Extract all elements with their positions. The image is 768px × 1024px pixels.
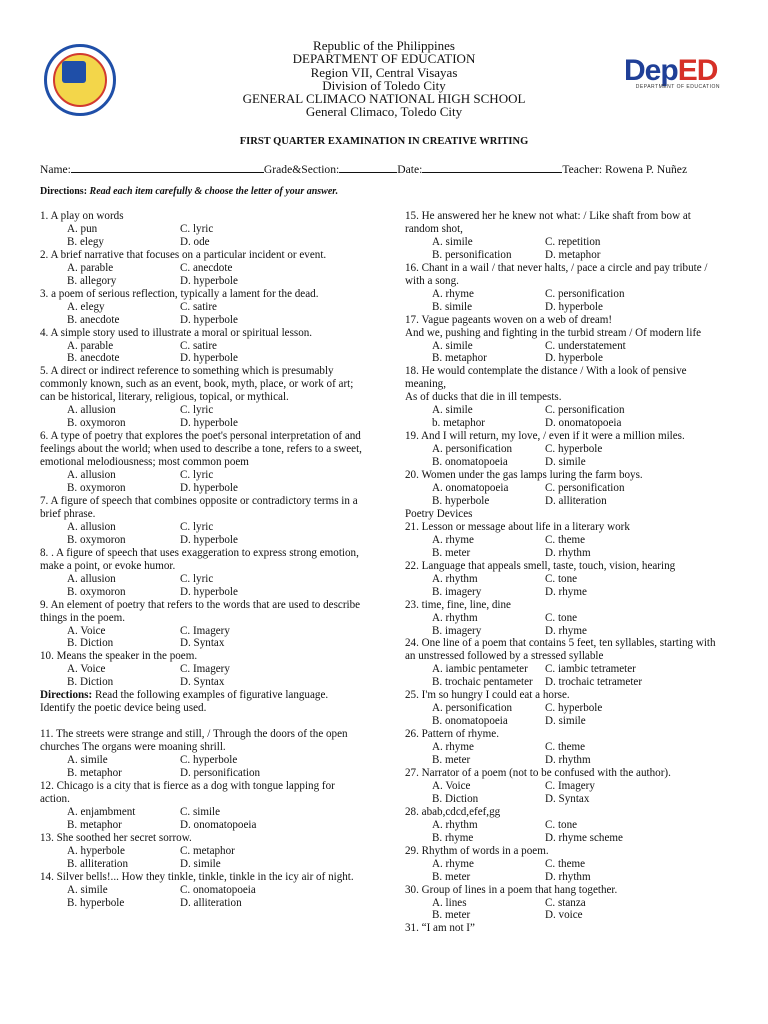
answer-option: A. pun (67, 222, 98, 235)
answer-option: C. hyperbole (545, 702, 603, 715)
answer-option: C. theme (545, 857, 586, 870)
answer-option: D. onomatopoeia (545, 417, 622, 430)
question-text: 3. a poem of serious reflection, typically a lament for the dead. (40, 287, 319, 300)
answer-option: D. simile (545, 715, 586, 728)
header-line: Republic of the Philippines (313, 38, 455, 53)
answer-option: C. satire (180, 339, 217, 352)
left-column (40, 210, 366, 910)
answer-option: A. simile (432, 339, 473, 352)
section-directions (40, 689, 366, 715)
question-text: Poetry Devices (405, 507, 473, 520)
deped-logo-subtitle: DEPARTMENT OF EDUCATION (635, 84, 720, 90)
answer-options-row (405, 871, 727, 884)
answer-options-row (405, 456, 727, 469)
answer-option: A. elegy (67, 300, 105, 313)
question-text: 26. Pattern of rhyme. (405, 728, 499, 741)
answer-option: C. tone (545, 611, 578, 624)
answer-options-row (40, 767, 366, 780)
question-text: 23. time, fine, line, dine (405, 598, 511, 611)
answer-options-row (405, 301, 727, 314)
answer-options-row (405, 780, 727, 793)
question-text: 30. Group of lines in a poem that hang together. (405, 883, 618, 896)
answer-options-row (40, 884, 366, 897)
answer-option: A. allusion (67, 404, 116, 417)
answer-option: C. lyric (180, 222, 214, 235)
answer-options-row (40, 858, 366, 871)
answer-options-row (40, 262, 366, 275)
answer-option: A. rhyme (432, 857, 474, 870)
answer-option: C. hyperbole (180, 754, 238, 767)
answer-options-row (405, 443, 727, 456)
answer-option: C. lyric (180, 404, 214, 417)
answer-option: B. Diction (67, 637, 114, 650)
answer-options-row (405, 754, 727, 767)
answer-option: B. elegy (67, 235, 104, 248)
answer-option: A. onomatopoeia (432, 482, 509, 495)
answer-options-row (405, 741, 727, 754)
answer-option: D. hyperbole (545, 300, 603, 313)
answer-option: C. onomatopoeia (180, 883, 256, 896)
question-text: 28. abab,cdcd,efef,gg (405, 805, 501, 818)
directions (40, 186, 338, 197)
answer-option: D. hyperbole (545, 352, 603, 365)
answer-options-row (40, 676, 366, 689)
answer-option: B. allegory (67, 274, 117, 287)
answer-options-row (405, 663, 727, 676)
answer-options-row (405, 547, 727, 560)
answer-option: B. meter (432, 754, 471, 767)
answer-option: C. iambic tetrameter (545, 663, 636, 676)
answer-options-row (405, 495, 727, 508)
question-text: 18. He would contemplate the distance / With a look of pensive meaning, (405, 365, 687, 391)
question-text: 2. A brief narrative that focuses on a particular incident or event. (40, 248, 327, 261)
answer-options-row (40, 521, 366, 534)
answer-option: C. personification (545, 287, 625, 300)
question-text: 13. She soothed her secret sorrow. (40, 831, 192, 844)
answer-option: D. rhyme (545, 624, 587, 637)
answer-option: C. metaphor (180, 844, 235, 857)
answer-option: B. anecdote (67, 313, 120, 326)
answer-option: A. Voice (67, 624, 106, 637)
answer-option: A. simile (67, 754, 108, 767)
name-field[interactable] (71, 161, 264, 173)
question-text: 8. . A figure of speech that uses exaggeration to express strong emotion, make a point, or evoke humor. (40, 546, 359, 572)
answer-option: D. onomatopoeia (180, 818, 257, 831)
answer-option: C. satire (180, 300, 217, 313)
question-text: 19. And I will return, my love, / even if it were a million miles. (405, 430, 685, 443)
answer-option: B. meter (432, 870, 471, 883)
answer-option: B. meter (432, 546, 471, 559)
directions-label: Directions: (40, 186, 88, 197)
answer-option: B. Diction (432, 792, 479, 805)
right-column (405, 210, 727, 935)
answer-options-row (405, 340, 727, 353)
header-line: DEPARTMENT OF EDUCATION (292, 51, 476, 67)
answer-option: D. voice (545, 909, 583, 922)
section-directions-text: Read the following examples of figurative language. Identify the poetic device being used. (40, 689, 329, 715)
document-header (0, 39, 768, 119)
answer-option: A. rhyme (432, 741, 474, 754)
answer-options-row (40, 236, 366, 249)
answer-options-row (40, 573, 366, 586)
question-text: 20. Women under the gas lamps luring the farm boys. (405, 469, 643, 482)
answer-option: B. onomatopoeia (432, 456, 508, 469)
answer-option: B. Diction (67, 676, 114, 689)
answer-options-row (40, 586, 366, 599)
answer-option: A. hyperbole (67, 844, 125, 857)
question-text: 24. One line of a poem that contains 5 feet, ten syllables, starting with an unstressed followed by a stressed syllable (405, 637, 716, 663)
answer-options-row (405, 858, 727, 871)
answer-option: D. hyperbole (180, 417, 238, 430)
answer-options-row (405, 715, 727, 728)
answer-option: C. Imagery (180, 663, 230, 676)
answer-options-row (40, 819, 366, 832)
answer-option: D. metaphor (545, 248, 601, 261)
answer-option: A. rhythm (432, 611, 478, 624)
answer-options-row (405, 586, 727, 599)
answer-option: D. rhyme scheme (545, 831, 623, 844)
answer-option: C. anecdote (180, 261, 233, 274)
answer-options-row (40, 223, 366, 236)
answer-option: D. Syntax (180, 676, 225, 689)
answer-options-row (405, 702, 727, 715)
answer-option: D. Syntax (545, 792, 590, 805)
answer-options-row (405, 832, 727, 845)
answer-option: A. personification (432, 443, 513, 456)
answer-option: C. stanza (545, 896, 586, 909)
answer-option: C. tone (545, 818, 578, 831)
answer-option: A. enjambment (67, 805, 136, 818)
answer-option: A. lines (432, 896, 467, 909)
answer-option: A. allusion (67, 520, 116, 533)
answer-option: D. hyperbole (180, 352, 238, 365)
question-text: 21. Lesson or message about life in a literary work (405, 520, 630, 533)
answer-option: A. allusion (67, 469, 116, 482)
date-label: Date: (397, 163, 423, 176)
answer-options-row (405, 249, 727, 262)
answer-option: C. personification (545, 482, 625, 495)
answer-option: B. oxymoron (67, 417, 126, 430)
answer-option: D. hyperbole (180, 313, 238, 326)
answer-options-row (405, 404, 727, 417)
header-line: Region VII, Central Visayas (310, 64, 458, 80)
answer-options-row (405, 612, 727, 625)
answer-option: D. rhythm (545, 754, 591, 767)
answer-options-row (405, 909, 727, 922)
answer-options-row (405, 573, 727, 586)
answer-option: B. rhyme (432, 831, 474, 844)
student-info-row (40, 161, 687, 176)
answer-option: C. theme (545, 741, 586, 754)
answer-option: B. personification (432, 248, 512, 261)
question-text: 17. Vague pageants woven on a web of dream! (405, 313, 613, 326)
answer-option: A. parable (67, 339, 114, 352)
date-field[interactable] (422, 161, 562, 173)
answer-option: C. tone (545, 572, 578, 585)
answer-option: A. rhyme (432, 287, 474, 300)
header-line: Division of Toledo City (322, 77, 446, 93)
answer-option: A. rhythm (432, 818, 478, 831)
answer-option: B. imagery (432, 585, 482, 598)
grade-field[interactable] (339, 161, 397, 173)
header-line: GENERAL CLIMACO NATIONAL HIGH SCHOOL (242, 91, 526, 107)
answer-options-row (40, 417, 366, 430)
deped-logo-text: DepED (624, 54, 718, 87)
answer-option: C. lyric (180, 520, 214, 533)
answer-option: C. hyperbole (545, 443, 603, 456)
answer-options-row (40, 806, 366, 819)
answer-option: B. hyperbole (67, 896, 125, 909)
answer-options-row (405, 793, 727, 806)
question-text: 1. A play on words (40, 210, 124, 222)
answer-option: A. rhyme (432, 533, 474, 546)
answer-option: B. simile (432, 300, 473, 313)
question-text: 22. Language that appeals smell, taste, touch, vision, hearing (405, 559, 676, 572)
answer-option: C. lyric (180, 469, 214, 482)
answer-options-row (405, 417, 727, 430)
answer-option: D. Syntax (180, 637, 225, 650)
answer-options-row (40, 275, 366, 288)
answer-option: D. hyperbole (180, 533, 238, 546)
answer-option: C. lyric (180, 572, 214, 585)
answer-options-row (40, 352, 366, 365)
answer-options-row (40, 340, 366, 353)
question-text: 5. A direct or indirect reference to something which is presumably commonly known, such as an event, book, myth, place, or work of art; can be historical, literary, religious, topical, or mythical. (40, 365, 354, 404)
answer-option: B. oxymoron (67, 585, 126, 598)
answer-options-row (40, 301, 366, 314)
header-line: General Climaco, Toledo City (305, 104, 463, 120)
answer-option: B. hyperbole (432, 494, 490, 507)
answer-option: D. trochaic tetrameter (545, 676, 643, 689)
answer-option: C. understatement (545, 339, 626, 352)
question-text: 31. “I am not I” (405, 922, 475, 935)
answer-option: D. alliteration (180, 896, 242, 909)
answer-options-row (40, 469, 366, 482)
answer-option: D. ode (180, 235, 210, 248)
answer-options-row (40, 663, 366, 676)
question-text: 9. An element of poetry that refers to the words that are used to describe things in the poem. (40, 598, 361, 624)
answer-option: A. simile (432, 404, 473, 417)
section-directions-label: Directions: (40, 689, 93, 702)
answer-option: C. theme (545, 533, 586, 546)
question-text: 10. Means the speaker in the poem. (40, 650, 198, 663)
answer-option: B. metaphor (67, 818, 122, 831)
answer-options-row (405, 819, 727, 832)
answer-options-row (405, 352, 727, 365)
answer-options-row (40, 637, 366, 650)
blank-line (40, 715, 366, 728)
answer-option: B. metaphor (67, 767, 122, 780)
answer-option: b. metaphor (432, 417, 485, 430)
question-text: 25. I'm so hungry I could eat a horse. (405, 689, 570, 702)
answer-options-row (40, 314, 366, 327)
answer-option: A. rhythm (432, 572, 478, 585)
answer-option: D. hyperbole (180, 274, 238, 287)
question-text: 15. He answered her he knew not what: / Like shaft from bow at random shot, (405, 210, 691, 235)
answer-options-row (40, 625, 366, 638)
answer-option: B. trochaic pentameter (432, 676, 533, 689)
teacher-label: Teacher: Rowena P. Nuñez (562, 163, 688, 176)
answer-options-row (40, 897, 366, 910)
answer-option: D. simile (180, 857, 221, 870)
answer-option: A. personification (432, 702, 513, 715)
answer-option: A. Voice (67, 663, 106, 676)
answer-option: D. rhyme (545, 585, 587, 598)
answer-option: A. simile (67, 883, 108, 896)
question-text: 27. Narrator of a poem (not to be confused with the author). (405, 766, 671, 779)
answer-options-row (40, 534, 366, 547)
answer-option: C. simile (180, 805, 221, 818)
answer-option: B. onomatopoeia (432, 715, 508, 728)
question-text: As of ducks that die in ill tempests. (405, 391, 562, 404)
answer-option: D. hyperbole (180, 585, 238, 598)
answer-options-row (405, 288, 727, 301)
answer-option: D. rhythm (545, 870, 591, 883)
question-text: 6. A type of poetry that explores the poet's personal interpretation of and feelings about the world; when used to describe a tone, refers to a sweet, emotional melodiousness; most common poem (40, 430, 362, 469)
question-text: 7. A figure of speech that combines opposite or contradictory terms in a brief phrase. (40, 494, 358, 520)
directions-text: Read each item carefully & choose the letter of your answer. (89, 186, 339, 197)
answer-options-row (40, 754, 366, 767)
answer-option: D. rhythm (545, 546, 591, 559)
answer-option: B. alliteration (67, 857, 128, 870)
question-text: 4. A simple story used to illustrate a moral or spiritual lesson. (40, 326, 313, 339)
answer-option: D. personification (180, 767, 261, 780)
answer-option: C. Imagery (180, 624, 230, 637)
answer-option: B. anecdote (67, 352, 120, 365)
answer-option: A. simile (432, 235, 473, 248)
answer-option: A. iambic pentameter (432, 663, 528, 676)
answer-option: B. imagery (432, 624, 482, 637)
answer-option: D. simile (545, 456, 586, 469)
answer-option: D. hyperbole (180, 482, 238, 495)
answer-options-row (405, 534, 727, 547)
answer-options-row (405, 236, 727, 249)
question-text: 16. Chant in a wail / that never halts, / pace a circle and pay tribute / with a song. (405, 261, 708, 287)
answer-option: B. metaphor (432, 352, 487, 365)
answer-option: C. Imagery (545, 779, 595, 792)
answer-option: B. oxymoron (67, 482, 126, 495)
question-text: 14. Silver bells!... How they tinkle, tinkle, tinkle in the icy air of night. (40, 870, 354, 883)
answer-option: A. Voice (432, 779, 471, 792)
answer-option: B. meter (432, 909, 471, 922)
answer-option: C. repetition (545, 235, 601, 248)
answer-option: A. parable (67, 261, 114, 274)
answer-option: D. alliteration (545, 494, 607, 507)
answer-options-row (40, 482, 366, 495)
answer-options-row (405, 625, 727, 638)
question-text: And we, pushing and fighting in the turbid stream / Of modern life (405, 326, 702, 339)
answer-option: B. oxymoron (67, 533, 126, 546)
answer-options-row (405, 482, 727, 495)
answer-options-row (405, 676, 727, 689)
answer-options-row (40, 845, 366, 858)
answer-options-row (40, 404, 366, 417)
exam-title: FIRST QUARTER EXAMINATION IN CREATIVE WRITING (239, 136, 529, 147)
grade-label: Grade&Section: (263, 163, 340, 176)
name-label: Name: (40, 163, 71, 176)
answer-option: A. allusion (67, 572, 116, 585)
question-text: 11. The streets were strange and still, / Through the doors of the open churches The organs were moaning shrill. (40, 728, 348, 754)
answer-option: C. personification (545, 404, 625, 417)
answer-options-row (405, 897, 727, 910)
question-text: 29. Rhythm of words in a poem. (405, 844, 549, 857)
question-text: 12. Chicago is a city that is fierce as a dog with tongue lapping for action. (40, 779, 335, 805)
